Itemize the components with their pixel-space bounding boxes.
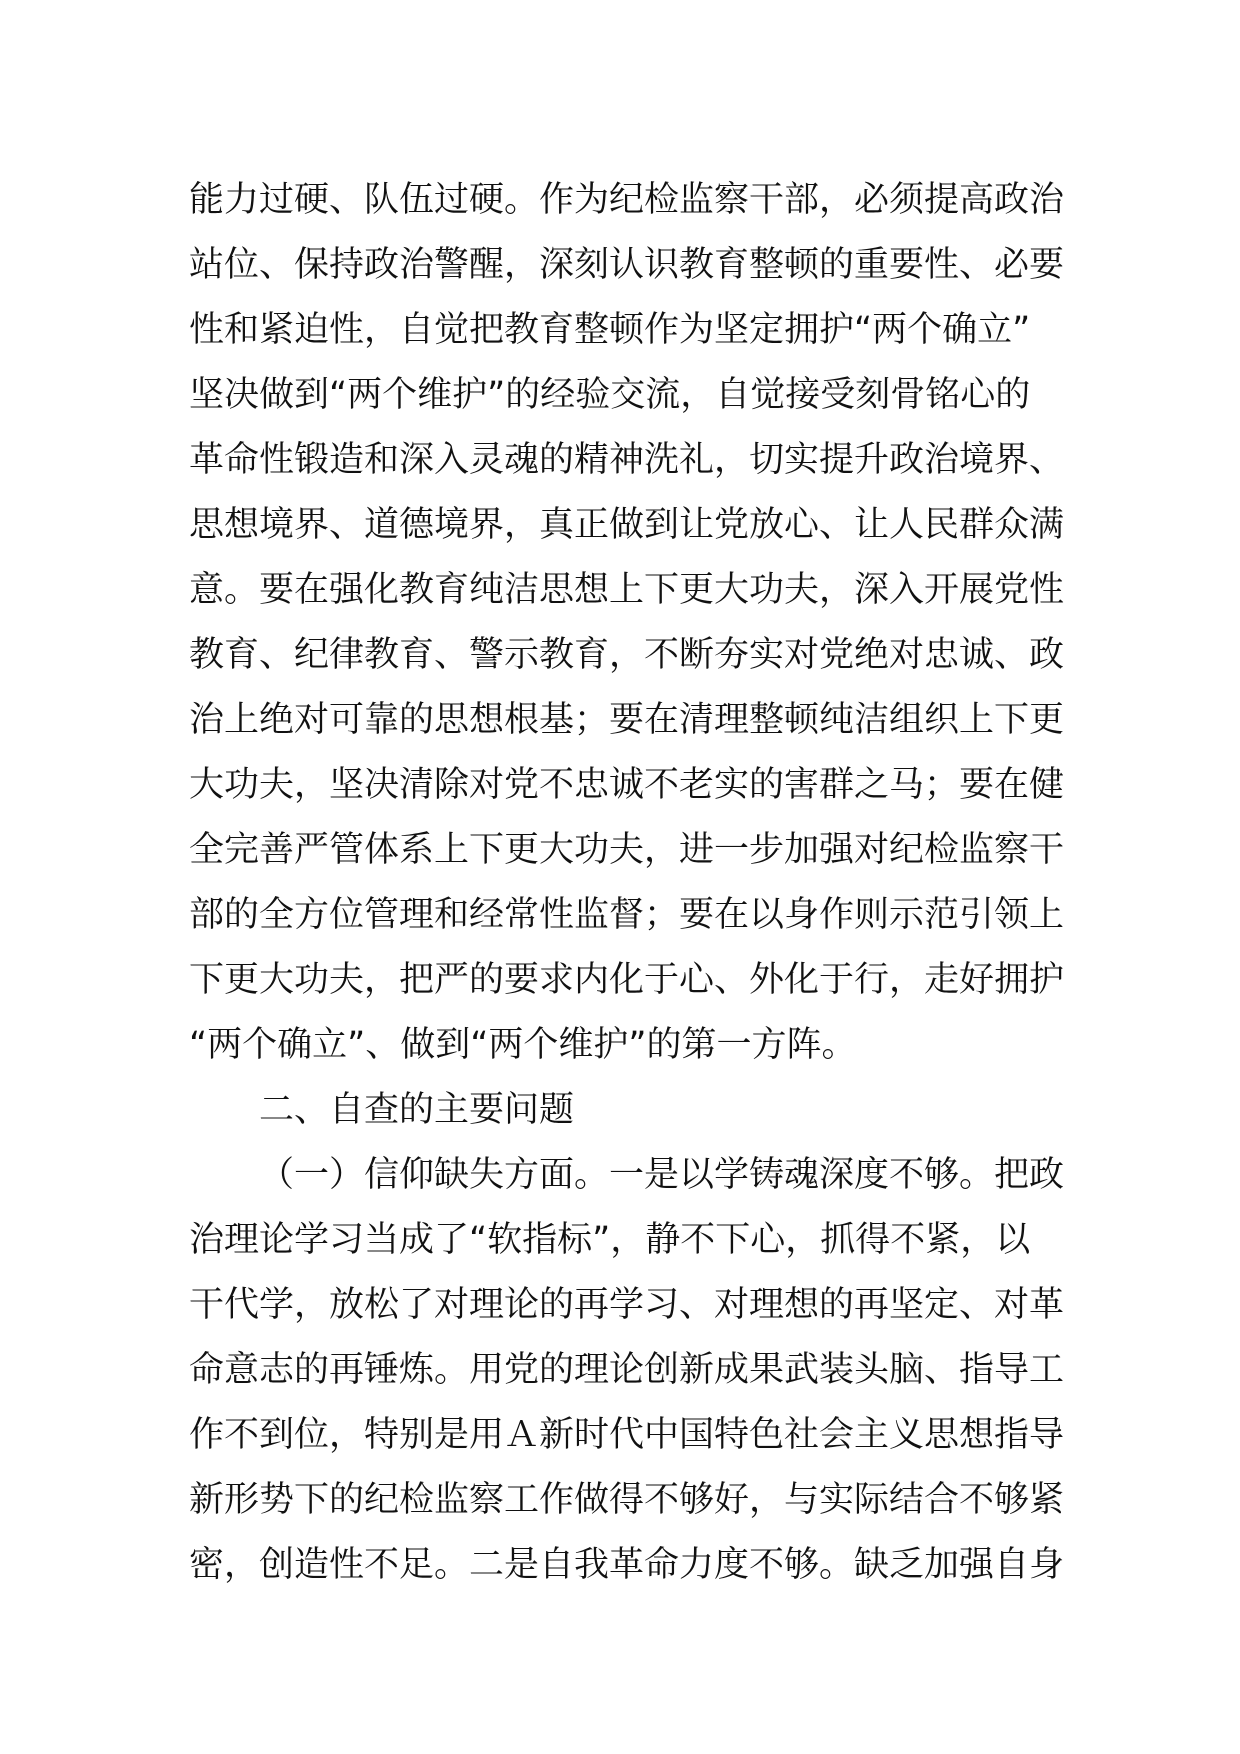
text-line: 治理论学习当成了“软指标”，静不下心，抓得不紧，以 (189, 1220, 1031, 1260)
text-line: 教育、纪律教育、警示教育，不断夯实对党绝对忠诚、政 (189, 635, 1065, 675)
text-line: 治上绝对可靠的思想根基；要在清理整顿纯洁组织上下更 (189, 700, 1065, 740)
section-heading: 二、自查的主要问题 (259, 1090, 575, 1130)
body-text (189, 168, 1065, 1598)
text-line: 密，创造性不足。二是自我革命力度不够。缺乏加强自身 (189, 1545, 1065, 1585)
text-line: （一）信仰缺失方面。一是以学铸魂深度不够。把政 (259, 1155, 1065, 1195)
text-line: 意。要在强化教育纯洁思想上下更大功夫，深入开展党性 (189, 570, 1065, 610)
text-line: 部的全方位管理和经常性监督；要在以身作则示范引领上 (189, 895, 1065, 935)
text-line: 性和紧迫性，自觉把教育整顿作为坚定拥护“两个确立” (189, 310, 1031, 350)
text-line: 坚决做到“两个维护”的经验交流，自觉接受刻骨铭心的 (189, 375, 1031, 415)
text-line: 作不到位，特别是用Ａ新时代中国特色社会主义思想指导 (189, 1415, 1065, 1455)
text-line: 思想境界、道德境界，真正做到让党放心、让人民群众满 (189, 505, 1065, 545)
text-line: 全完善严管体系上下更大功夫，进一步加强对纪检监察干 (189, 830, 1065, 870)
text-line: 下更大功夫，把严的要求内化于心、外化于行，走好拥护 (189, 960, 1065, 1000)
text-line: 新形势下的纪检监察工作做得不够好，与实际结合不够紧 (189, 1480, 1065, 1520)
text-line: 命意志的再锤炼。用党的理论创新成果武装头脑、指导工 (189, 1350, 1065, 1390)
text-line: 革命性锻造和深入灵魂的精神洗礼，切实提升政治境界、 (189, 440, 1065, 480)
text-line: “两个确立”、做到“两个维护”的第一方阵。 (189, 1025, 857, 1065)
text-line: 干代学，放松了对理论的再学习、对理想的再坚定、对革 (189, 1285, 1065, 1325)
text-line: 大功夫，坚决清除对党不忠诚不老实的害群之马；要在健 (189, 765, 1065, 805)
text-line: 能力过硬、队伍过硬。作为纪检监察干部，必须提高政治 (189, 180, 1065, 220)
text-line: 站位、保持政治警醒，深刻认识教育整顿的重要性、必要 (189, 245, 1065, 285)
